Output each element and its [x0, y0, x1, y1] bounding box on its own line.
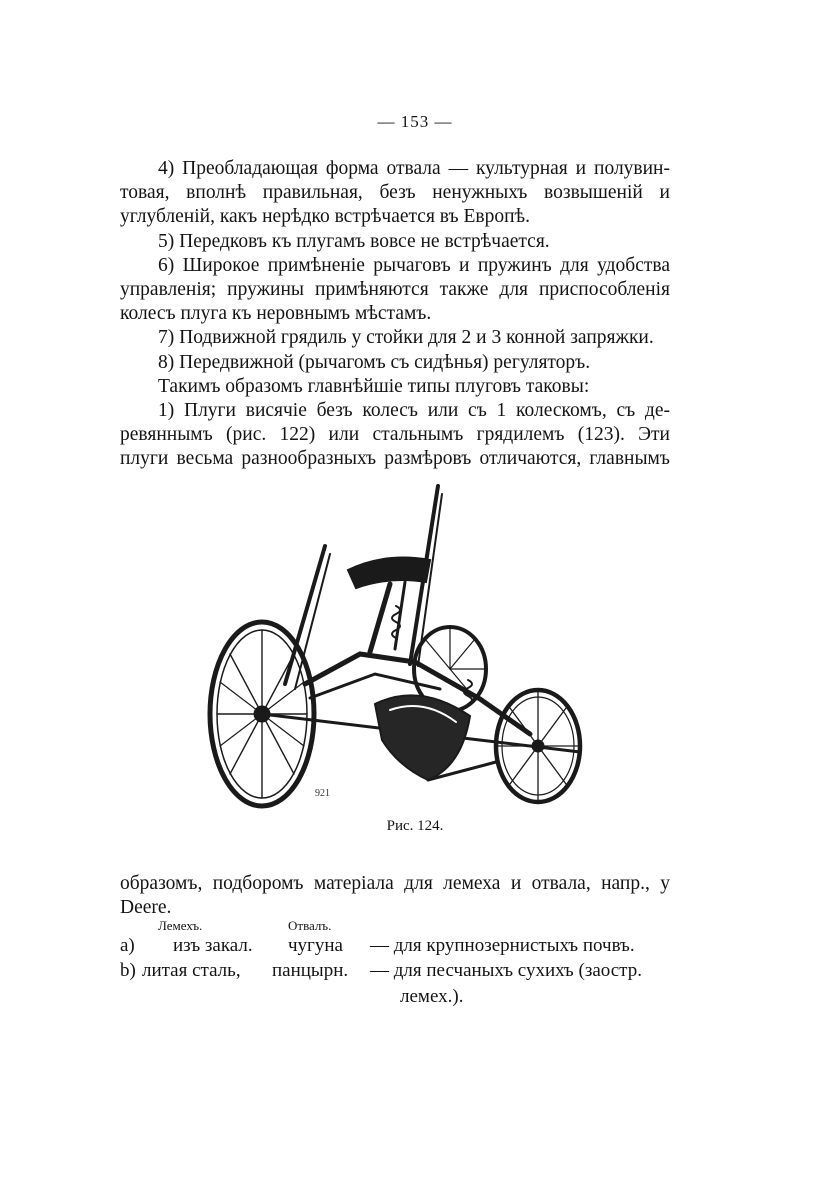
- text-line: образомъ, подборомъ матеріала для лемеха и отвала, напр., у: [120, 873, 670, 894]
- text-line: плуги весьма разнообразныхъ размѣровъ отличаются, главнымъ: [120, 448, 670, 470]
- continuation-text: лемех.).: [400, 986, 464, 1007]
- text-line: 5) Передковъ къ плугамъ вовсе не встрѣчается.: [158, 230, 550, 252]
- table-row: [120, 935, 680, 960]
- text-line: 4) Преобладающая форма отвала — культурная и полувин-: [158, 158, 670, 179]
- moldboard-material: панцырн.: [272, 960, 349, 981]
- text-line: Deere.: [120, 897, 172, 919]
- text-line: углубленій, какъ нерѣдко встрѣчается въ Европѣ.: [120, 206, 530, 228]
- table-continuation: [120, 986, 680, 1011]
- text-line: товая, вполнѣ правильная, безъ ненужныхъ возвышеній и: [120, 182, 670, 204]
- row-key: а): [120, 935, 135, 956]
- text-line: управленія; пружины примѣняются также для приспособленія: [120, 278, 670, 300]
- text-line: 6) Широкое примѣненіе рычаговъ и пружинъ для удобства: [158, 254, 670, 276]
- page-number: — 153 —: [377, 112, 453, 131]
- text-line: колесъ плуга къ неровнымъ мѣстамъ.: [120, 303, 432, 325]
- table-row: [120, 960, 680, 985]
- body-text-bottom: [120, 872, 670, 920]
- column-header-moldboard: Отвалъ.: [288, 918, 332, 933]
- soil-use: — для крупнозернистыхъ почвъ.: [370, 935, 635, 956]
- body-text-top: [120, 157, 670, 471]
- figure-caption: Рис. 124.: [386, 818, 444, 834]
- text-line: Такимъ образомъ главнѣйшіе типы плуговъ таковы:: [158, 375, 590, 397]
- share-material: литая сталь,: [142, 960, 241, 981]
- text-line: 8) Передвижной (рычагомъ съ сидѣнья) регуляторъ.: [158, 351, 591, 373]
- text-line: 7) Подвижной грядиль у стойки для 2 и 3 конной запряжки.: [158, 327, 654, 349]
- column-header-share: Лемехъ.: [158, 918, 203, 933]
- text-line: 1) Плуги висячіе безъ колесъ или съ 1 колескомъ, съ де-: [158, 399, 670, 421]
- plate-number: 921: [315, 788, 330, 799]
- share-material: изъ закал.: [173, 935, 253, 956]
- moldboard-material: чугуна: [288, 935, 343, 956]
- soil-use: — для песчаныхъ сухихъ (заостр.: [370, 960, 642, 981]
- text-line: ревяннымъ (рис. 122) или стальнымъ грядилемъ (123). Эти: [120, 424, 670, 446]
- plow-illustration: [200, 484, 590, 814]
- row-key: b): [120, 960, 136, 981]
